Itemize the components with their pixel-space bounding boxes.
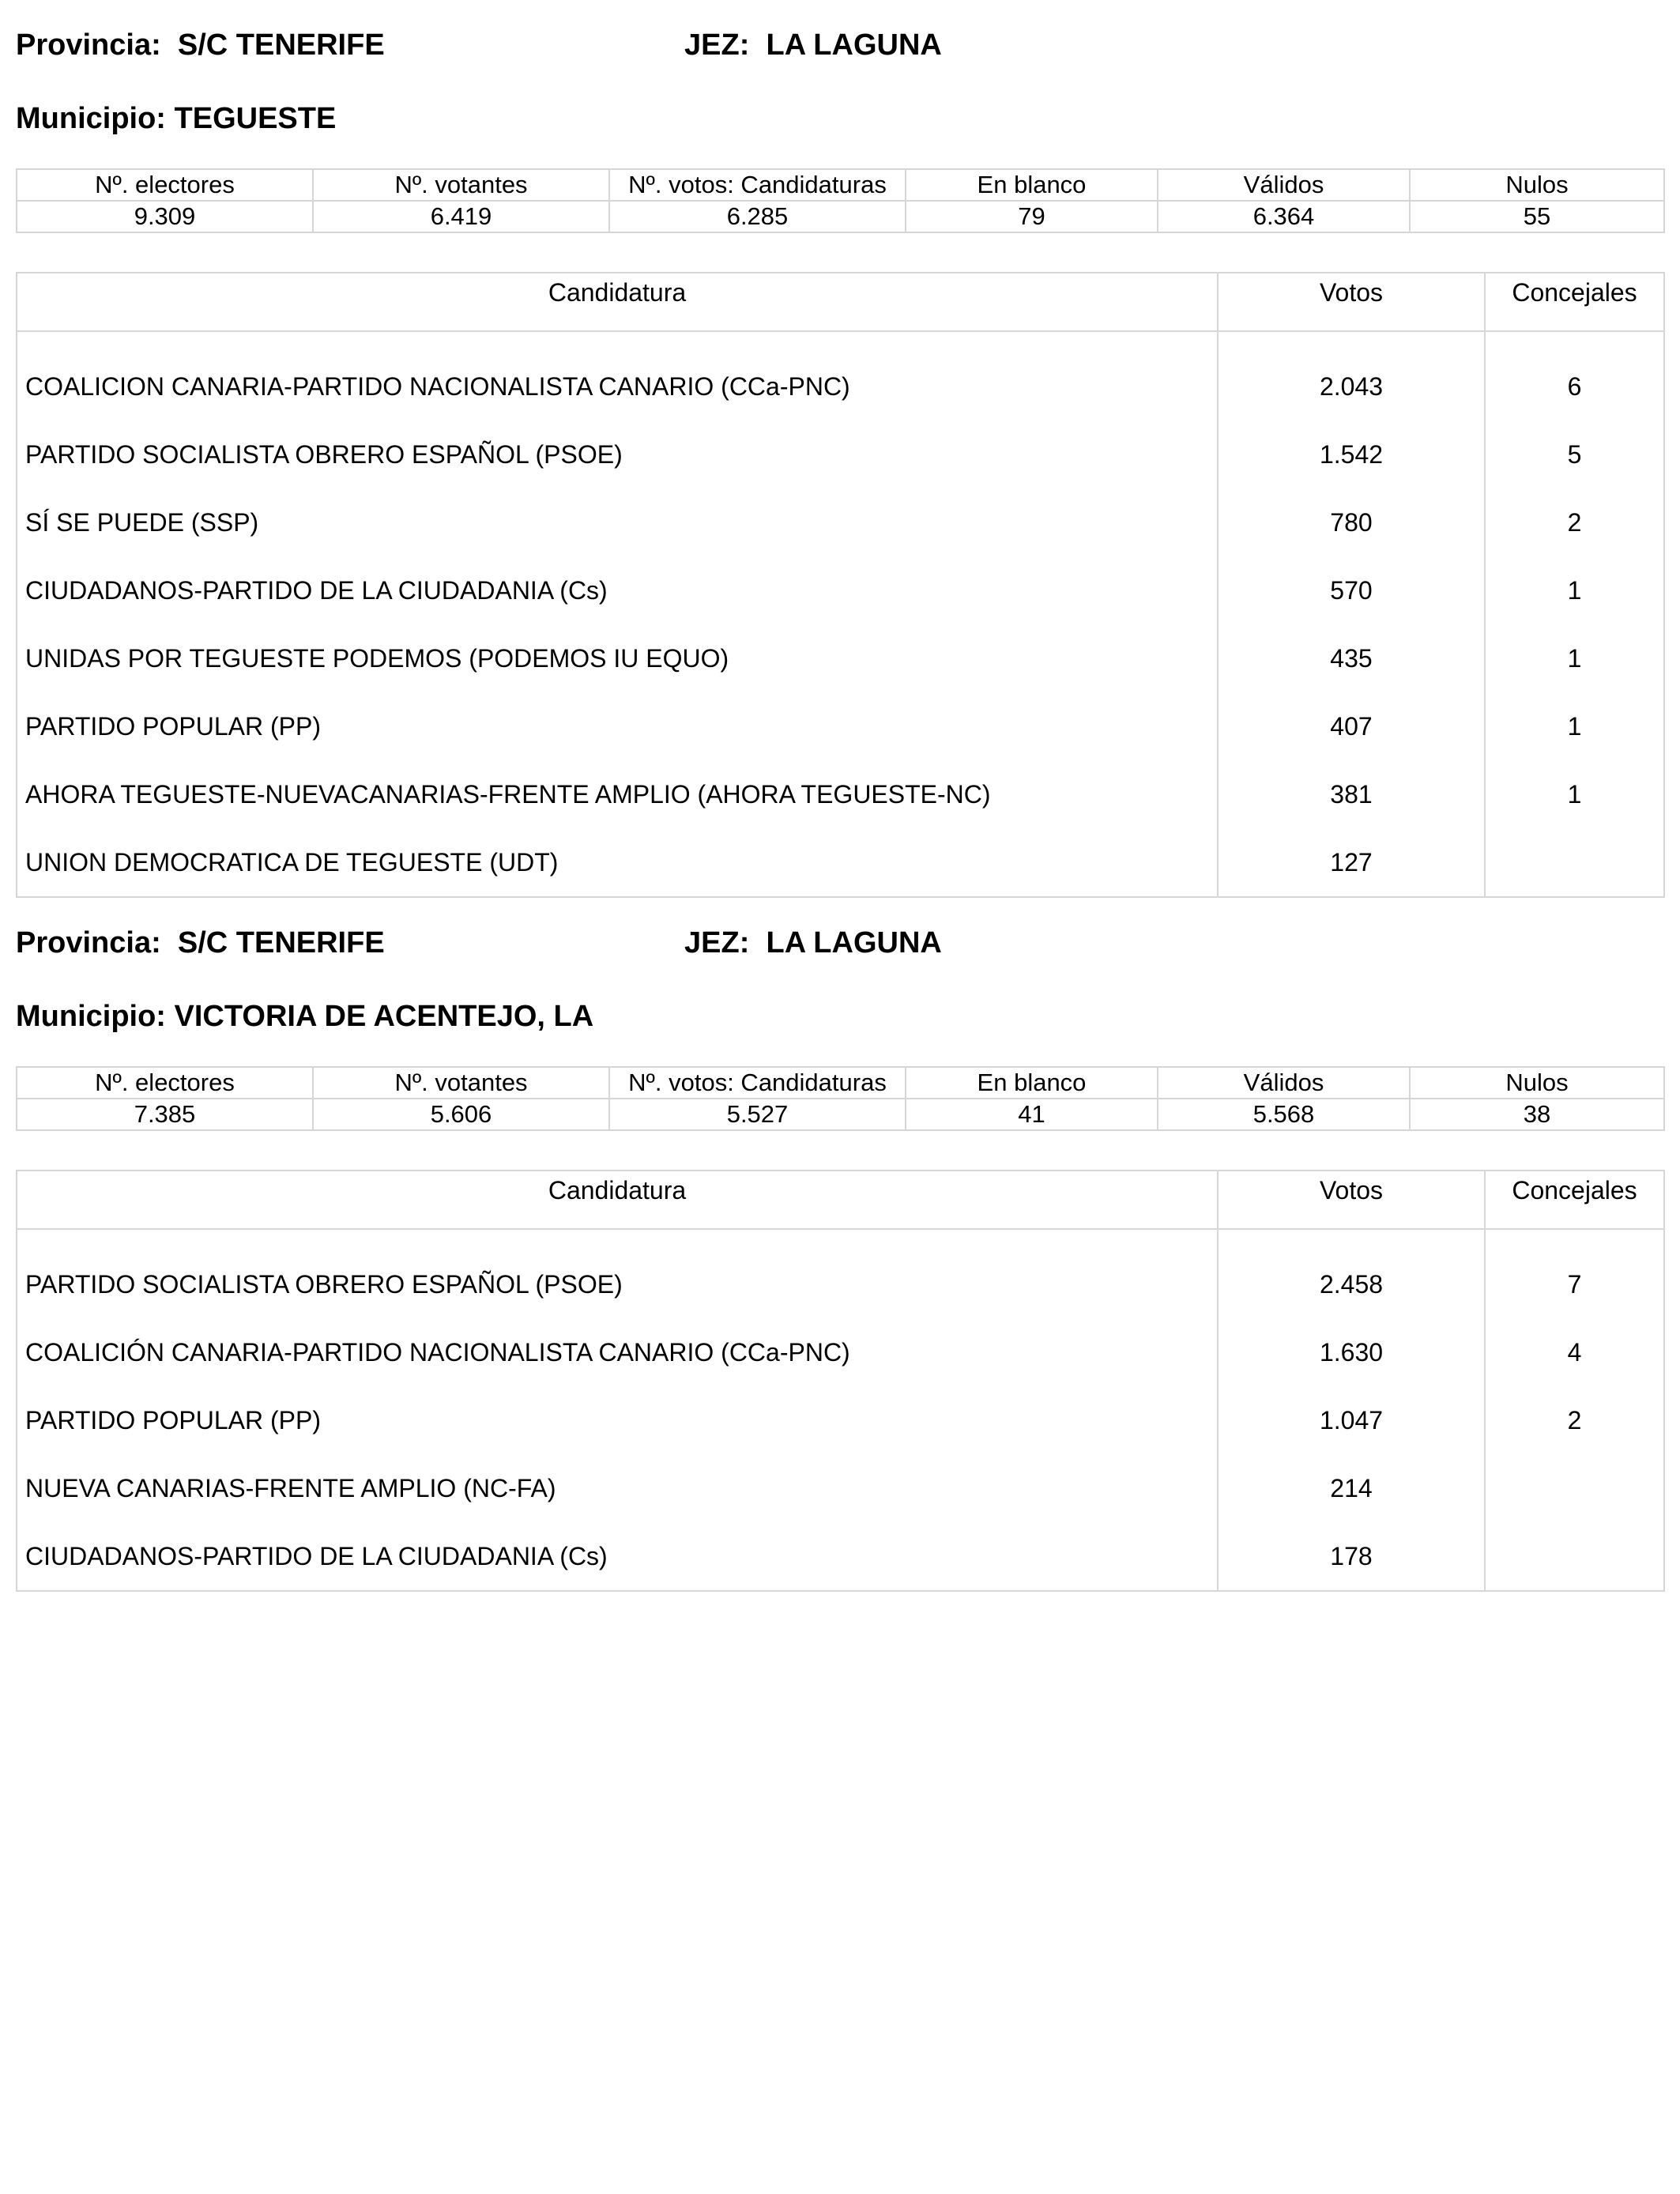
jez-heading bbox=[684, 928, 942, 958]
candidatura-cell: COALICION CANARIA-PARTIDO NACIONALISTA CANARIO (CCa-PNC) bbox=[17, 331, 1218, 420]
jez-value: LA LAGUNA bbox=[766, 28, 942, 62]
municipio-heading bbox=[16, 104, 336, 134]
concejales-cell: 1 bbox=[1485, 692, 1664, 760]
candidatura-cell: PARTIDO SOCIALISTA OBRERO ESPAÑOL (PSOE) bbox=[17, 1229, 1218, 1318]
column-header-concejales: Concejales bbox=[1485, 1171, 1664, 1229]
concejales-cell bbox=[1485, 1454, 1664, 1522]
municipio-value: VICTORIA DE ACENTEJO, LA bbox=[174, 1000, 594, 1033]
table-row bbox=[17, 1229, 1664, 1318]
summary-value-cell: 7.385 bbox=[17, 1099, 313, 1130]
summary-value-row bbox=[17, 1099, 1664, 1130]
concejales-cell: 6 bbox=[1485, 331, 1664, 420]
votos-cell: 435 bbox=[1218, 624, 1485, 692]
concejales-cell: 1 bbox=[1485, 556, 1664, 624]
votos-cell: 2.458 bbox=[1218, 1229, 1485, 1318]
table-row bbox=[17, 760, 1664, 828]
concejales-cell: 1 bbox=[1485, 760, 1664, 828]
summary-value-row bbox=[17, 201, 1664, 232]
summary-header-cell: Nº. electores bbox=[17, 1067, 313, 1099]
table-row bbox=[17, 1454, 1664, 1522]
provincia-heading bbox=[16, 928, 385, 958]
table-row bbox=[17, 331, 1664, 420]
candidatura-cell: SÍ SE PUEDE (SSP) bbox=[17, 488, 1218, 556]
concejales-cell bbox=[1485, 1522, 1664, 1591]
votos-cell: 1.542 bbox=[1218, 420, 1485, 488]
column-header-candidatura: Candidatura bbox=[17, 1171, 1218, 1229]
summary-value-cell: 38 bbox=[1410, 1099, 1664, 1130]
summary-header-row bbox=[17, 169, 1664, 201]
votos-cell: 127 bbox=[1218, 828, 1485, 897]
votos-cell: 1.630 bbox=[1218, 1318, 1485, 1386]
results-table bbox=[16, 1170, 1665, 1592]
concejales-cell: 7 bbox=[1485, 1229, 1664, 1318]
summary-table bbox=[16, 1066, 1665, 1131]
candidatura-cell: UNIDAS POR TEGUESTE PODEMOS (PODEMOS IU EQUO) bbox=[17, 624, 1218, 692]
table-row bbox=[17, 556, 1664, 624]
votos-cell: 407 bbox=[1218, 692, 1485, 760]
jez-label: JEZ: bbox=[684, 926, 750, 959]
summary-table bbox=[16, 168, 1665, 233]
table-row bbox=[17, 488, 1664, 556]
table-row bbox=[17, 1318, 1664, 1386]
summary-header-cell: Nº. electores bbox=[17, 169, 313, 201]
results-table bbox=[16, 272, 1665, 898]
summary-header-cell: Nº. votantes bbox=[313, 169, 609, 201]
municipio-value: TEGUESTE bbox=[174, 102, 337, 135]
summary-header-cell: Nº. votos: Candidaturas bbox=[609, 1067, 906, 1099]
summary-header-cell: En blanco bbox=[906, 169, 1158, 201]
votos-cell: 780 bbox=[1218, 488, 1485, 556]
summary-header-cell: Válidos bbox=[1158, 1067, 1410, 1099]
summary-value-cell: 6.364 bbox=[1158, 201, 1410, 232]
votos-cell: 570 bbox=[1218, 556, 1485, 624]
jez-value: LA LAGUNA bbox=[766, 926, 942, 959]
table-row bbox=[17, 624, 1664, 692]
table-row bbox=[17, 1522, 1664, 1591]
summary-value-cell: 41 bbox=[906, 1099, 1158, 1130]
provincia-value: S/C TENERIFE bbox=[177, 28, 385, 62]
jez-heading bbox=[684, 30, 942, 60]
provincia-heading bbox=[16, 30, 385, 60]
column-header-votos: Votos bbox=[1218, 273, 1485, 331]
results-header-row bbox=[17, 273, 1664, 331]
candidatura-cell: PARTIDO POPULAR (PP) bbox=[17, 692, 1218, 760]
votos-cell: 2.043 bbox=[1218, 331, 1485, 420]
candidatura-cell: CIUDADANOS-PARTIDO DE LA CIUDADANIA (Cs) bbox=[17, 1522, 1218, 1591]
municipio-label: Municipio: bbox=[16, 1000, 166, 1033]
provincia-label: Provincia: bbox=[16, 28, 161, 62]
concejales-cell: 1 bbox=[1485, 624, 1664, 692]
column-header-votos: Votos bbox=[1218, 1171, 1485, 1229]
summary-header-cell: Nulos bbox=[1410, 169, 1664, 201]
provincia-value: S/C TENERIFE bbox=[177, 926, 385, 959]
votos-cell: 381 bbox=[1218, 760, 1485, 828]
concejales-cell: 2 bbox=[1485, 1386, 1664, 1454]
candidatura-cell: PARTIDO SOCIALISTA OBRERO ESPAÑOL (PSOE) bbox=[17, 420, 1218, 488]
municipio-label: Municipio: bbox=[16, 102, 166, 135]
summary-value-cell: 6.419 bbox=[313, 201, 609, 232]
summary-value-cell: 5.527 bbox=[609, 1099, 906, 1130]
concejales-cell: 5 bbox=[1485, 420, 1664, 488]
candidatura-cell: AHORA TEGUESTE-NUEVACANARIAS-FRENTE AMPLIO (AHORA TEGUESTE-NC) bbox=[17, 760, 1218, 828]
column-header-concejales: Concejales bbox=[1485, 273, 1664, 331]
summary-header-cell: Nº. votantes bbox=[313, 1067, 609, 1099]
summary-value-cell: 5.606 bbox=[313, 1099, 609, 1130]
candidatura-cell: COALICIÓN CANARIA-PARTIDO NACIONALISTA CANARIO (CCa-PNC) bbox=[17, 1318, 1218, 1386]
summary-header-row bbox=[17, 1067, 1664, 1099]
summary-header-cell: Nº. votos: Candidaturas bbox=[609, 169, 906, 201]
candidatura-cell: CIUDADANOS-PARTIDO DE LA CIUDADANIA (Cs) bbox=[17, 556, 1218, 624]
summary-value-cell: 6.285 bbox=[609, 201, 906, 232]
provincia-label: Provincia: bbox=[16, 926, 161, 959]
summary-header-cell: En blanco bbox=[906, 1067, 1158, 1099]
table-row bbox=[17, 420, 1664, 488]
candidatura-cell: PARTIDO POPULAR (PP) bbox=[17, 1386, 1218, 1454]
votos-cell: 178 bbox=[1218, 1522, 1485, 1591]
summary-header-cell: Nulos bbox=[1410, 1067, 1664, 1099]
summary-value-cell: 9.309 bbox=[17, 201, 313, 232]
summary-value-cell: 55 bbox=[1410, 201, 1664, 232]
concejales-cell bbox=[1485, 828, 1664, 897]
concejales-cell: 2 bbox=[1485, 488, 1664, 556]
municipio-heading bbox=[16, 1001, 593, 1031]
table-row bbox=[17, 1386, 1664, 1454]
votos-cell: 214 bbox=[1218, 1454, 1485, 1522]
candidatura-cell: NUEVA CANARIAS-FRENTE AMPLIO (NC-FA) bbox=[17, 1454, 1218, 1522]
concejales-cell: 4 bbox=[1485, 1318, 1664, 1386]
table-row bbox=[17, 828, 1664, 897]
column-header-candidatura: Candidatura bbox=[17, 273, 1218, 331]
candidatura-cell: UNION DEMOCRATICA DE TEGUESTE (UDT) bbox=[17, 828, 1218, 897]
summary-value-cell: 79 bbox=[906, 201, 1158, 232]
table-row bbox=[17, 692, 1664, 760]
summary-header-cell: Válidos bbox=[1158, 169, 1410, 201]
results-header-row bbox=[17, 1171, 1664, 1229]
summary-value-cell: 5.568 bbox=[1158, 1099, 1410, 1130]
jez-label: JEZ: bbox=[684, 28, 750, 62]
votos-cell: 1.047 bbox=[1218, 1386, 1485, 1454]
